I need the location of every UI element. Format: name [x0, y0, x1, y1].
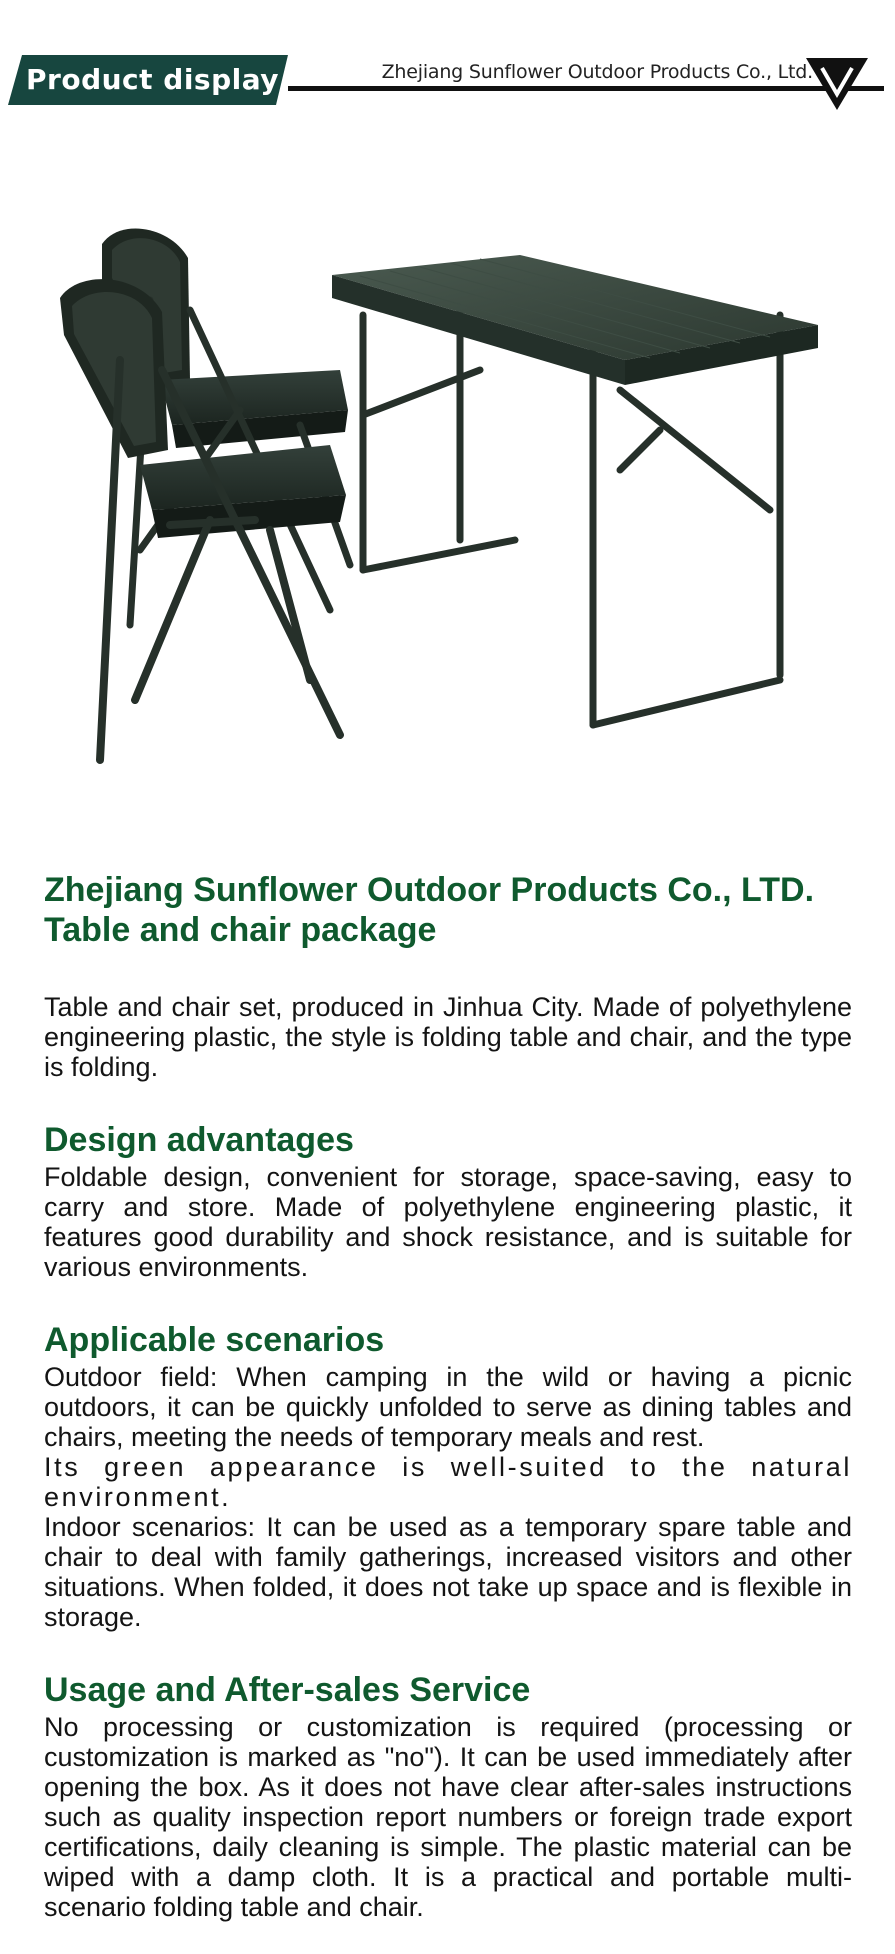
product-image — [40, 220, 850, 800]
intro-paragraph: Table and chair set, produced in Jinhua City. Made of polyethylene engineering plastic, the style is folding table and chair, and the type is folding. — [44, 992, 852, 1082]
page-title: Zhejiang Sunflower Outdoor Products Co., LTD. Table and chair package — [44, 871, 815, 949]
product-description — [44, 870, 852, 1922]
page-header — [0, 0, 895, 120]
section-heading-scenarios: Applicable scenarios — [44, 1321, 385, 1359]
header-divider — [288, 86, 884, 91]
service-paragraph: No processing or customization is required (processing or customization is marked as "no"). It can be used immediately after opening the box. As it does not have clear after-sales instructions such as quality inspection report numbers or foreign trade export certifications, daily cleaning is simple. The plastic material can be wiped with a damp cloth. It is a practical and portable multi-scenario folding table and chair. — [44, 1712, 852, 1922]
chair-front — [60, 279, 346, 760]
outdoor-paragraph: Outdoor field: When camping in the wild or having a picnic outdoors, it can be quickly unfolded to serve as dining tables and chairs, meeting the needs of temporary meals and rest. — [44, 1362, 852, 1452]
appearance-paragraph: Its green appearance is well-suited to the natural environment. — [44, 1452, 852, 1512]
indoor-paragraph: Indoor scenarios: It can be used as a temporary spare table and chair to deal with family gatherings, increased visitors and other situations. When folded, it does not take up space and is flexible in storage. — [44, 1512, 852, 1632]
section-heading-service: Usage and After-sales Service — [44, 1671, 531, 1709]
chevron-logo-icon — [806, 58, 868, 110]
design-paragraph: Foldable design, convenient for storage, space-saving, easy to carry and store. Made of polyethylene engineering plastic, it features good durability and shock resistance, and is suitable for various environments. — [44, 1162, 852, 1282]
table-top — [332, 255, 818, 385]
company-name: Zhejiang Sunflower Outdoor Products Co., Ltd. — [381, 61, 813, 83]
section-badge-label: Product display — [26, 63, 280, 96]
section-heading-design: Design advantages — [44, 1121, 354, 1159]
